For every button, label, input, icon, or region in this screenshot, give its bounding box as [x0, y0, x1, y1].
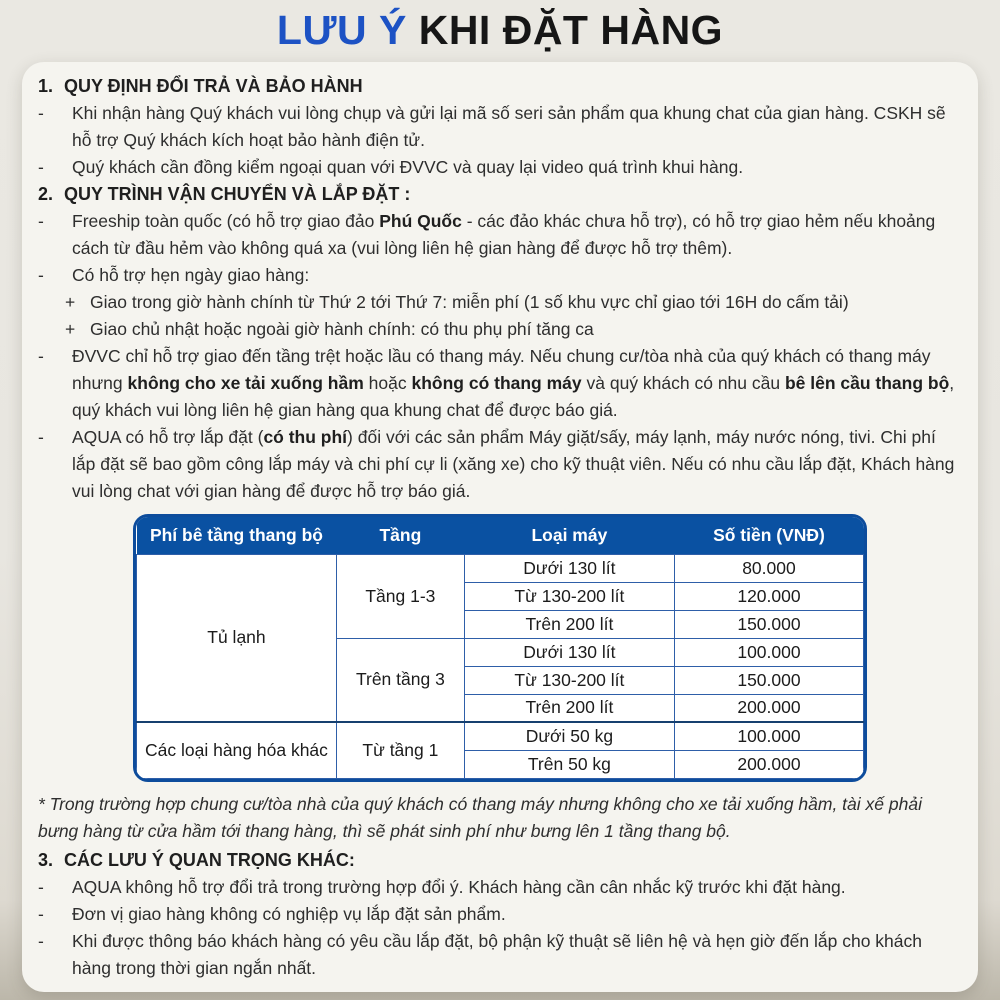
fee-table-cell: Dưới 130 lít — [464, 554, 674, 582]
list-marker: 2. — [38, 184, 54, 205]
fee-table-cell: 150.000 — [674, 666, 863, 694]
fee-table-header-3: Loại máy — [464, 517, 674, 554]
fee-table-head — [137, 517, 864, 554]
page-title — [0, 0, 1000, 53]
fee-table-cell: 200.000 — [674, 694, 863, 722]
fee-table-wrap — [133, 514, 867, 782]
fee-table-cell: Dưới 130 lít — [464, 638, 674, 666]
notice-heading-1 — [38, 73, 962, 100]
fee-table-header-4: Số tiền (VNĐ) — [674, 517, 863, 554]
list-text: Quý khách cần đồng kiểm ngoại quan với ĐVVC và quay lại video quá trình khui hàng. — [72, 157, 744, 178]
notice-list — [38, 73, 962, 505]
fee-table-cell: 100.000 — [674, 638, 863, 666]
list-marker: 1. — [38, 76, 54, 97]
fee-table-cell: Tủ lạnh — [137, 554, 337, 722]
fee-table-cell: Trên 200 lít — [464, 694, 674, 722]
fee-table-cell: Tầng 1-3 — [336, 554, 464, 638]
fee-table-cell: Các loại hàng hóa khác — [137, 722, 337, 778]
list-marker: - — [38, 157, 44, 178]
footnote: * Trong trường hợp chung cư/tòa nhà của quý khách có thang máy nhưng không cho xe tải xuống hầm, tài xế phải bưng hàng từ cửa hầm tới thang hàng, thì sẽ phát sinh phí như bưng lên 1 tầng thang bộ. — [38, 793, 922, 841]
list-text: QUY ĐỊNH ĐỔI TRẢ VÀ BẢO HÀNH — [64, 76, 363, 97]
notice-bullet-6 — [38, 262, 962, 289]
list-marker: 3. — [38, 849, 54, 870]
list-marker: + — [65, 319, 76, 340]
fee-table-row-1 — [137, 554, 864, 582]
list-marker: - — [38, 103, 44, 124]
notice-bullet-9 — [38, 343, 962, 424]
notice-bullet-5 — [38, 208, 962, 262]
post-bullet-4 — [38, 928, 962, 982]
fee-table-cell: Từ 130-200 lít — [464, 666, 674, 694]
fee-table-cell: 200.000 — [674, 750, 863, 778]
list-text: Có hỗ trợ hẹn ngày giao hàng: — [72, 265, 310, 286]
list-marker: - — [38, 930, 44, 951]
fee-table-cell: 150.000 — [674, 610, 863, 638]
fee-table-cell: Trên tầng 3 — [336, 638, 464, 722]
fee-table-cell: Trên 50 kg — [464, 750, 674, 778]
list-text: Khi được thông báo khách hàng có yêu cầu lắp đặt, bộ phận kỹ thuật sẽ liên hệ và hẹn giờ đến lắp cho khách hàng trong thời gian ngắn nhất. — [72, 930, 922, 978]
list-marker: - — [38, 265, 44, 286]
list-marker: - — [38, 346, 44, 367]
list-text: AQUA không hỗ trợ đổi trả trong trường hợp đổi ý. Khách hàng cần cân nhắc kỹ trước khi đặt hàng. — [72, 876, 846, 897]
post-notice-list — [38, 847, 962, 982]
fee-table-cell: 100.000 — [674, 722, 863, 750]
notice-sub-8 — [38, 316, 962, 343]
list-text: AQUA có hỗ trợ lắp đặt (có thu phí) đối với các sản phẩm Máy giặt/sấy, máy lạnh, máy nước nóng, tivi. Chi phí lắp đặt sẽ bao gồm công lắp máy và chi phí cự li (xăng xe) cho kỹ thuật viên. Nếu có nhu cầu lắp đặt, Khách hàng vui lòng chat với gian hàng để được hỗ trợ báo giá. — [72, 427, 955, 502]
list-text: Đơn vị giao hàng không có nghiệp vụ lắp đặt sản phẩm. — [72, 903, 506, 924]
fee-table-cell: Trên 200 lít — [464, 610, 674, 638]
list-marker: + — [65, 292, 76, 313]
notice-card — [22, 62, 978, 992]
fee-table-cell: Từ 130-200 lít — [464, 582, 674, 610]
notice-bullet-3 — [38, 154, 962, 181]
fee-table — [136, 517, 864, 779]
notice-bullet-10 — [38, 424, 962, 505]
fee-table-body — [137, 554, 864, 778]
fee-table-cell: 80.000 — [674, 554, 863, 582]
list-text: CÁC LƯU Ý QUAN TRỌNG KHÁC: — [64, 849, 355, 870]
list-marker: - — [38, 876, 44, 897]
notice-bullet-2 — [38, 100, 962, 154]
list-marker: - — [38, 903, 44, 924]
post-bullet-3 — [38, 901, 962, 928]
list-text: Freeship toàn quốc (có hỗ trợ giao đảo Phú Quốc - các đảo khác chưa hỗ trợ), có hỗ trợ giao hẻm nếu khoảng cách từ đầu hẻm vào không quá xa (vui lòng liên hệ gian hàng để được hỗ trợ thêm). — [72, 211, 936, 259]
fee-table-cell: Từ tầng 1 — [336, 722, 464, 778]
list-marker: - — [38, 211, 44, 232]
notice-sub-7 — [38, 289, 962, 316]
fee-table-cell: 120.000 — [674, 582, 863, 610]
list-text: Giao trong giờ hành chính từ Thứ 2 tới Thứ 7: miễn phí (1 số khu vực chỉ giao tới 16H do cấm tải) — [90, 292, 849, 313]
post-heading-1 — [38, 847, 962, 874]
fee-table-header-1: Phí bê tầng thang bộ — [137, 517, 337, 554]
fee-table-cell: Dưới 50 kg — [464, 722, 674, 750]
list-text: QUY TRÌNH VẬN CHUYỂN VÀ LẮP ĐẶT : — [64, 184, 411, 205]
list-text: ĐVVC chỉ hỗ trợ giao đến tầng trệt hoặc lầu có thang máy. Nếu chung cư/tòa nhà của quý khách có thang máy nhưng không cho xe tải xuống hầm hoặc không có thang máy và quý khách có nhu cầu bê lên cầu thang bộ, quý khách vui lòng liên hệ gian hàng qua khung chat để được báo giá. — [72, 346, 955, 421]
fee-table-row-7 — [137, 722, 864, 750]
page-title-rest: KHI ĐẶT HÀNG — [406, 7, 724, 53]
fee-table-header-2: Tầng — [336, 517, 464, 554]
post-bullet-2 — [38, 874, 962, 901]
list-text: Giao chủ nhật hoặc ngoài giờ hành chính: có thu phụ phí tăng ca — [90, 319, 594, 340]
notice-heading-4 — [38, 181, 962, 208]
list-text: Khi nhận hàng Quý khách vui lòng chụp và gửi lại mã số seri sản phẩm qua khung chat của gian hàng. CSKH sẽ hỗ trợ Quý khách kích hoạt bảo hành điện tử. — [72, 103, 946, 151]
page-title-highlight: LƯU Ý — [276, 7, 407, 53]
list-marker: - — [38, 427, 44, 448]
